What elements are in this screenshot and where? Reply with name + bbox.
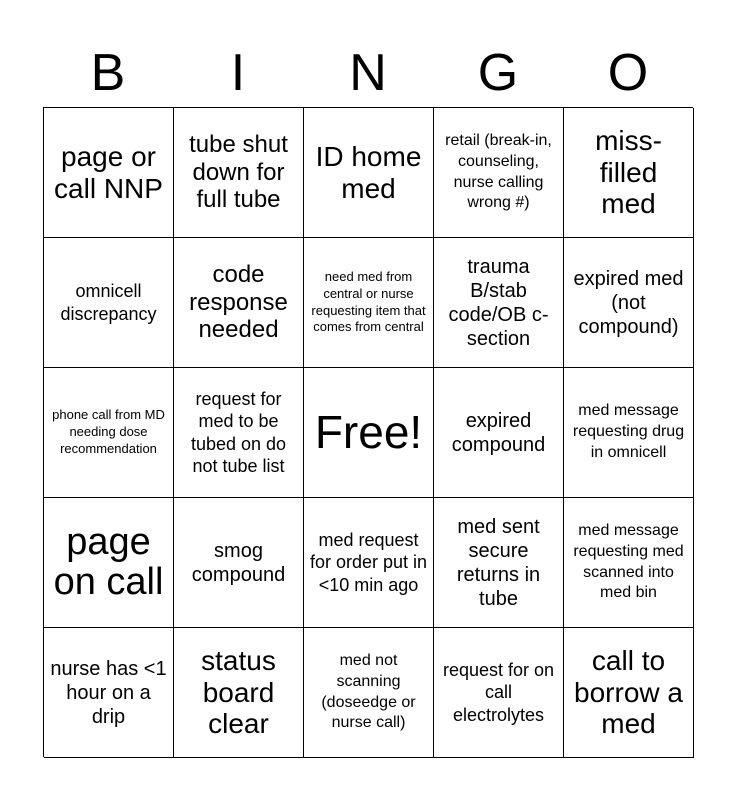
cell-text: med not scanning (doseedge or nurse call) [321, 651, 416, 732]
bingo-cell[interactable] [174, 238, 304, 368]
bingo-cell[interactable] [434, 498, 564, 628]
cell-text: call to borrow a med [574, 645, 683, 740]
cell-text: nurse has <1 hour on a drip [50, 657, 167, 728]
bingo-cell[interactable] [174, 498, 304, 628]
bingo-cell[interactable] [44, 628, 174, 758]
free-space-cell[interactable] [304, 368, 434, 498]
cell-text: miss-filled med [595, 125, 662, 220]
bingo-cell[interactable] [564, 238, 694, 368]
bingo-cell[interactable] [304, 628, 434, 758]
bingo-cell[interactable] [304, 498, 434, 628]
bingo-cell[interactable] [44, 498, 174, 628]
cell-text: retail (break-in, counseling, nurse calling wrong #) [445, 131, 552, 212]
cell-text: phone call from MD needing dose recommendation [52, 407, 165, 456]
cell-text: expired compound [451, 409, 546, 456]
bingo-cell[interactable] [44, 238, 174, 368]
bingo-cell[interactable] [434, 368, 564, 498]
cell-text: request for on call electrolytes [442, 659, 555, 725]
bingo-cell[interactable] [44, 368, 174, 498]
cell-text: med sent secure returns in tube [456, 515, 541, 610]
header-letter-g: G [477, 44, 519, 102]
bingo-cell[interactable] [434, 108, 564, 238]
bingo-cell[interactable] [174, 628, 304, 758]
cell-text: med message requesting med scanned into med bin [573, 521, 684, 602]
bingo-cell[interactable] [44, 108, 174, 238]
cell-text: code response needed [189, 261, 288, 344]
cell-text: omnicell discrepancy [60, 281, 157, 324]
cell-text: page on call [53, 520, 164, 603]
header-letter-o: O [607, 44, 649, 102]
bingo-cell[interactable] [564, 368, 694, 498]
bingo-cell[interactable] [564, 628, 694, 758]
cell-text: tube shut down for full tube [189, 131, 288, 214]
bingo-cell[interactable] [174, 368, 304, 498]
cell-text: ID home med [315, 141, 422, 204]
cell-text: expired med (not compound) [573, 267, 684, 338]
cell-text: request for med to be tubed on do not tube list [190, 388, 287, 476]
cell-text: trauma B/stab code/OB c-section [448, 255, 549, 350]
cell-text: smog compound [191, 539, 286, 586]
bingo-cell[interactable] [564, 108, 694, 238]
bingo-cell[interactable] [434, 238, 564, 368]
bingo-header [43, 38, 693, 108]
bingo-cell[interactable] [304, 108, 434, 238]
cell-text: page or call NNP [54, 141, 163, 204]
cell-text: status board clear [201, 645, 276, 740]
header-letter-i: I [230, 44, 246, 102]
header-letter-n: N [349, 44, 387, 102]
cell-text: med request for order put in <10 min ago [309, 529, 428, 595]
bingo-cell[interactable] [304, 238, 434, 368]
bingo-cell[interactable] [564, 498, 694, 628]
cell-text: Free! [314, 406, 423, 459]
cell-text: need med from central or nurse requesting item that comes from central [311, 268, 426, 335]
bingo-cell[interactable] [434, 628, 564, 758]
bingo-cell[interactable] [174, 108, 304, 238]
cell-text: med message requesting drug in omnicell [572, 402, 685, 461]
header-letter-b: B [90, 44, 126, 102]
bingo-card-grid [43, 107, 693, 757]
